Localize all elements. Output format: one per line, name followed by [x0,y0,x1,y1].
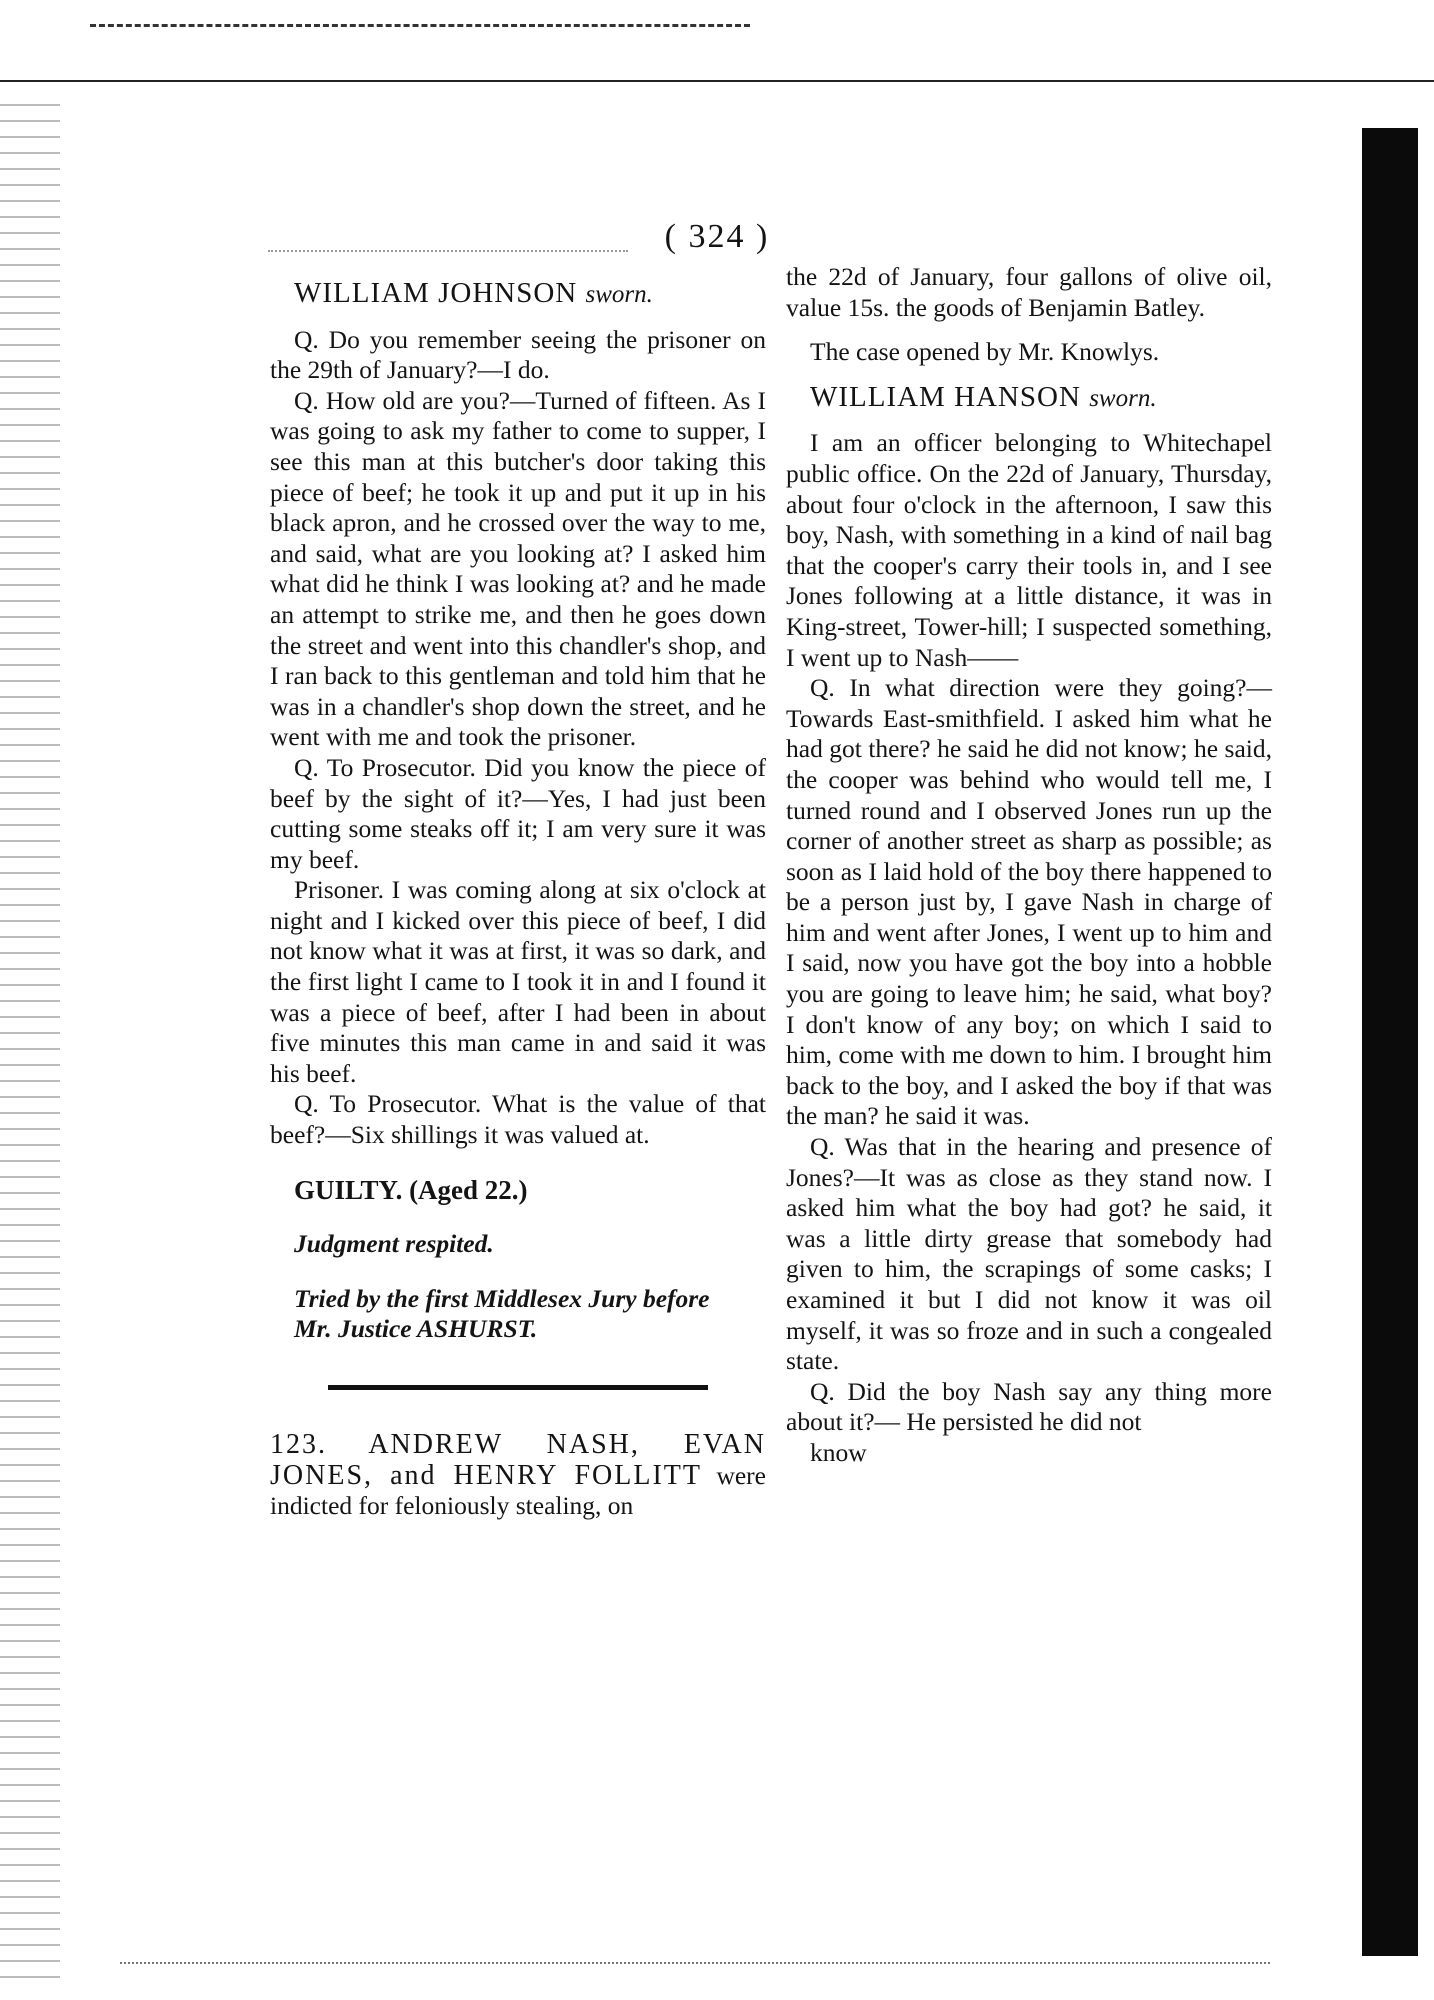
tried-justice: Mr. Justice ASHURST. [294,1314,538,1344]
testimony-paragraph: I am an officer belonging to Whitechapel public office. On the 22d of January, Thursday, about four o'clock in the afternoon, I saw this boy, Nash, with something in a kind of nail bag that the cooper's carry their tools in, and I see Jones following at a little distance, it was in King-street, Tower-hill; I suspected something, I went up to Nash—— [786,428,1272,672]
case-indictment [270,1430,766,1522]
case-number: 123. [270,1429,327,1460]
scan-artifact-bottom [120,1962,1270,1970]
witness-name: WILLIAM HANSON [810,380,1081,413]
binding-edge-noise [0,90,60,1990]
testimony-paragraph: Q. Did the boy Nash say any thing more about it?— He persisted he did not [786,1376,1272,1437]
sworn-label: sworn. [585,281,653,308]
testimony-paragraph: Q. Do you remember seeing the prisoner on the 29th of January?—I do. [270,324,766,385]
testimony-paragraph: Q. In what direction were they going?—Towards East-smithfield. I asked him what he had got there? he said he did not know; he said, the cooper was behind who would tell me, I turned round and I observed Jones run up the corner of another street as sharp as possible; as soon as I laid hold of the boy there happened to be a person just by, I gave Nash in charge of him and went after Jones, I went up to him and I said, now you have got the boy into a hobble you are going to leave him; he said, what boy? I don't know of any boy; on which I said to him, come with me down to him. I brought him back to the boy, and I asked the boy if that was the man? he said it was. [786,673,1272,1131]
spacer [270,1151,766,1175]
spacer [786,368,1272,382]
indictment-text: were indicted for feloniously stealing, on [270,1460,766,1521]
page-top-rule [0,80,1434,82]
right-column [786,262,1272,1469]
indictment-continuation: the 22d of January, four gallons of olive oil, value 15s. the goods of Benjamin Batley. [786,262,1272,322]
testimony-paragraph: Q. To Prosecutor. What is the value of that beef?—Six shillings it was valued at. [270,1089,766,1150]
scan-artifact-top [90,24,750,30]
witness-heading-hanson [786,382,1272,415]
tried-before: Tried by the first Middlesex Jury before [294,1283,710,1313]
testimony-paragraph: Q. To Prosecutor. Did you know the piece of beef by the sight of it?—Yes, I had just been cutting some steaks off it; I am very sure it was my beef. [270,752,766,874]
case-opened: The case opened by Mr. Knowlys. [810,337,1160,367]
page-number: ( 324 ) [664,218,770,255]
scan-edge-bar [1362,128,1418,1956]
verdict: GUILTY. (Aged 22.) [294,1174,528,1205]
testimony-paragraph: Prisoner. I was coming along at six o'clock at night and I kicked over this piece of beef, I did not know what it was at first, it was so dark, and the first light I came to I took it in and I found it was a piece of beef, after I had been in about five minutes this man came in and said it was his beef. [270,875,766,1088]
testimony-paragraph: Q. How old are you?—Turned of fifteen. As I was going to ask my father to come to supper, I see this man at this butcher's door taking this piece of beef; he took it up and put it up in his black apron, and he crossed over the way to me, and said, what are you looking at? I asked him what did he think I was looking at? and he made an attempt to strike me, and then he goes down the street and went into this chandler's shop, and I ran back to this gentleman and told him that he was in a chandler's shop down the street, and he went with me and took the prisoner. [270,385,766,752]
spacer [270,1205,766,1229]
spacer [786,414,1272,428]
defendant-names: ANDREW NASH, EVAN JONES, and HENRY FOLLITT [270,1429,766,1491]
witness-name: WILLIAM JOHNSON [294,277,578,309]
page-number-dots [268,250,628,252]
judgment: Judgment respited. [294,1229,494,1259]
spacer [786,323,1272,337]
spacer [270,311,766,325]
sworn-label: sworn. [1089,384,1157,412]
testimony-paragraph: Q. Was that in the hearing and presence of Jones?—It was as close as they stand now. I asked him what the boy had got? he said, it was a little dirty grease that somebody had given to him, the scrapings of some casks; I examined it but I did not know it was oil myself, it was so froze and in such a congealed state. [786,1132,1272,1376]
left-column [270,278,766,1522]
catchword: know [810,1437,867,1467]
spacer [270,1390,766,1430]
spacer [270,1260,766,1284]
witness-heading-johnson [270,278,766,311]
spacer [270,1345,766,1385]
